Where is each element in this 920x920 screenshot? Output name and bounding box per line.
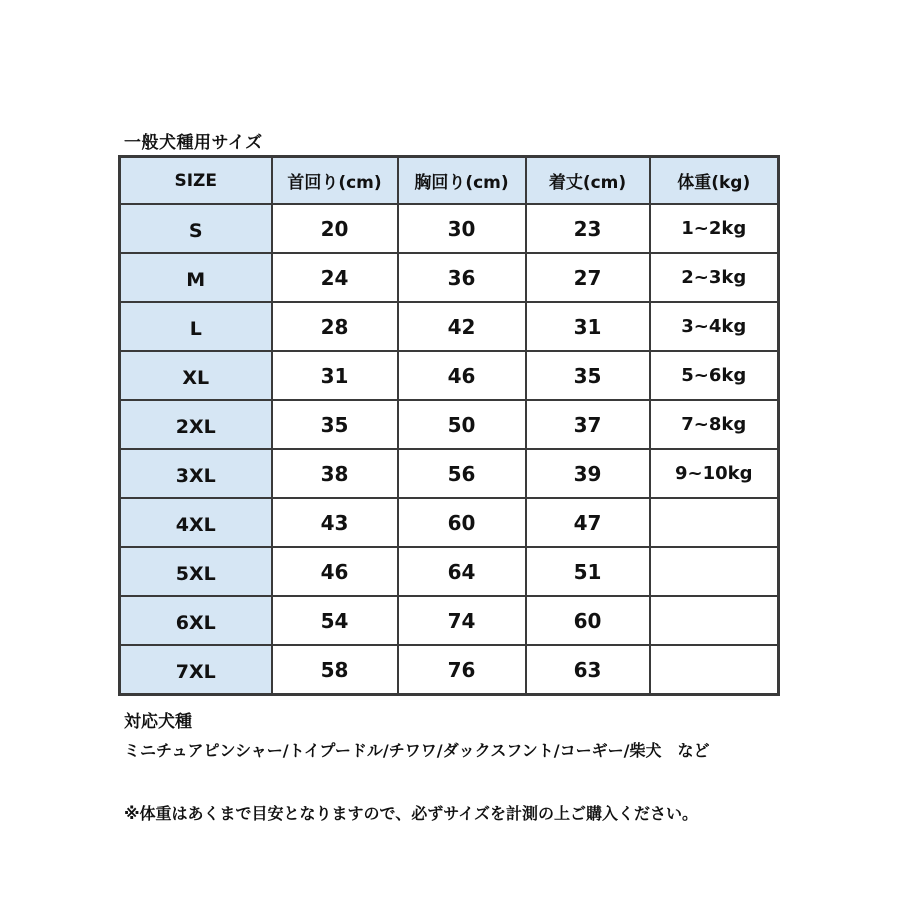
table-row bbox=[120, 400, 779, 449]
table-row bbox=[120, 351, 779, 400]
chest-cell: 60 bbox=[398, 498, 526, 547]
length-cell: 51 bbox=[526, 547, 650, 596]
chest-cell: 74 bbox=[398, 596, 526, 645]
size-cell: XL bbox=[120, 351, 272, 400]
weight-cell bbox=[650, 645, 779, 695]
neck-cell: 24 bbox=[272, 253, 398, 302]
weight-cell: 9~10kg bbox=[650, 449, 779, 498]
compatible-breeds-heading: 対応犬種 bbox=[124, 712, 192, 732]
weight-note: ※体重はあくまで目安となりますので、必ずサイズを計測の上ご購入ください。 bbox=[124, 804, 698, 823]
header-length: 着丈(cm) bbox=[526, 157, 650, 205]
neck-cell: 46 bbox=[272, 547, 398, 596]
length-cell: 60 bbox=[526, 596, 650, 645]
size-chart-table bbox=[118, 155, 780, 696]
size-cell: L bbox=[120, 302, 272, 351]
neck-cell: 58 bbox=[272, 645, 398, 695]
length-cell: 39 bbox=[526, 449, 650, 498]
size-cell: 5XL bbox=[120, 547, 272, 596]
size-cell: 3XL bbox=[120, 449, 272, 498]
header-weight: 体重(kg) bbox=[650, 157, 779, 205]
chest-cell: 46 bbox=[398, 351, 526, 400]
table-row bbox=[120, 253, 779, 302]
length-cell: 63 bbox=[526, 645, 650, 695]
chest-cell: 50 bbox=[398, 400, 526, 449]
size-cell: S bbox=[120, 204, 272, 253]
length-cell: 27 bbox=[526, 253, 650, 302]
neck-cell: 35 bbox=[272, 400, 398, 449]
header-size: SIZE bbox=[120, 157, 272, 205]
weight-cell bbox=[650, 547, 779, 596]
table-row bbox=[120, 302, 779, 351]
weight-cell: 7~8kg bbox=[650, 400, 779, 449]
size-cell: 6XL bbox=[120, 596, 272, 645]
length-cell: 47 bbox=[526, 498, 650, 547]
table-row bbox=[120, 547, 779, 596]
size-cell: 2XL bbox=[120, 400, 272, 449]
table-row bbox=[120, 645, 779, 695]
length-cell: 37 bbox=[526, 400, 650, 449]
weight-cell: 5~6kg bbox=[650, 351, 779, 400]
chest-cell: 56 bbox=[398, 449, 526, 498]
length-cell: 23 bbox=[526, 204, 650, 253]
page-title: 一般犬種用サイズ bbox=[124, 133, 263, 153]
chest-cell: 30 bbox=[398, 204, 526, 253]
table-row bbox=[120, 498, 779, 547]
chest-cell: 76 bbox=[398, 645, 526, 695]
weight-cell: 1~2kg bbox=[650, 204, 779, 253]
neck-cell: 31 bbox=[272, 351, 398, 400]
weight-cell: 2~3kg bbox=[650, 253, 779, 302]
table-row bbox=[120, 596, 779, 645]
table-header-row bbox=[120, 157, 779, 205]
header-neck: 首回り(cm) bbox=[272, 157, 398, 205]
neck-cell: 54 bbox=[272, 596, 398, 645]
table-row bbox=[120, 204, 779, 253]
length-cell: 31 bbox=[526, 302, 650, 351]
neck-cell: 38 bbox=[272, 449, 398, 498]
weight-cell bbox=[650, 596, 779, 645]
header-chest: 胸回り(cm) bbox=[398, 157, 526, 205]
size-cell: M bbox=[120, 253, 272, 302]
table-row bbox=[120, 449, 779, 498]
weight-cell: 3~4kg bbox=[650, 302, 779, 351]
compatible-breeds-list: ミニチュアピンシャー/トイプードル/チワワ/ダックスフント/コーギー/柴犬 など bbox=[124, 741, 710, 760]
chest-cell: 36 bbox=[398, 253, 526, 302]
size-cell: 4XL bbox=[120, 498, 272, 547]
length-cell: 35 bbox=[526, 351, 650, 400]
neck-cell: 28 bbox=[272, 302, 398, 351]
chest-cell: 42 bbox=[398, 302, 526, 351]
neck-cell: 43 bbox=[272, 498, 398, 547]
size-cell: 7XL bbox=[120, 645, 272, 695]
weight-cell bbox=[650, 498, 779, 547]
chest-cell: 64 bbox=[398, 547, 526, 596]
neck-cell: 20 bbox=[272, 204, 398, 253]
